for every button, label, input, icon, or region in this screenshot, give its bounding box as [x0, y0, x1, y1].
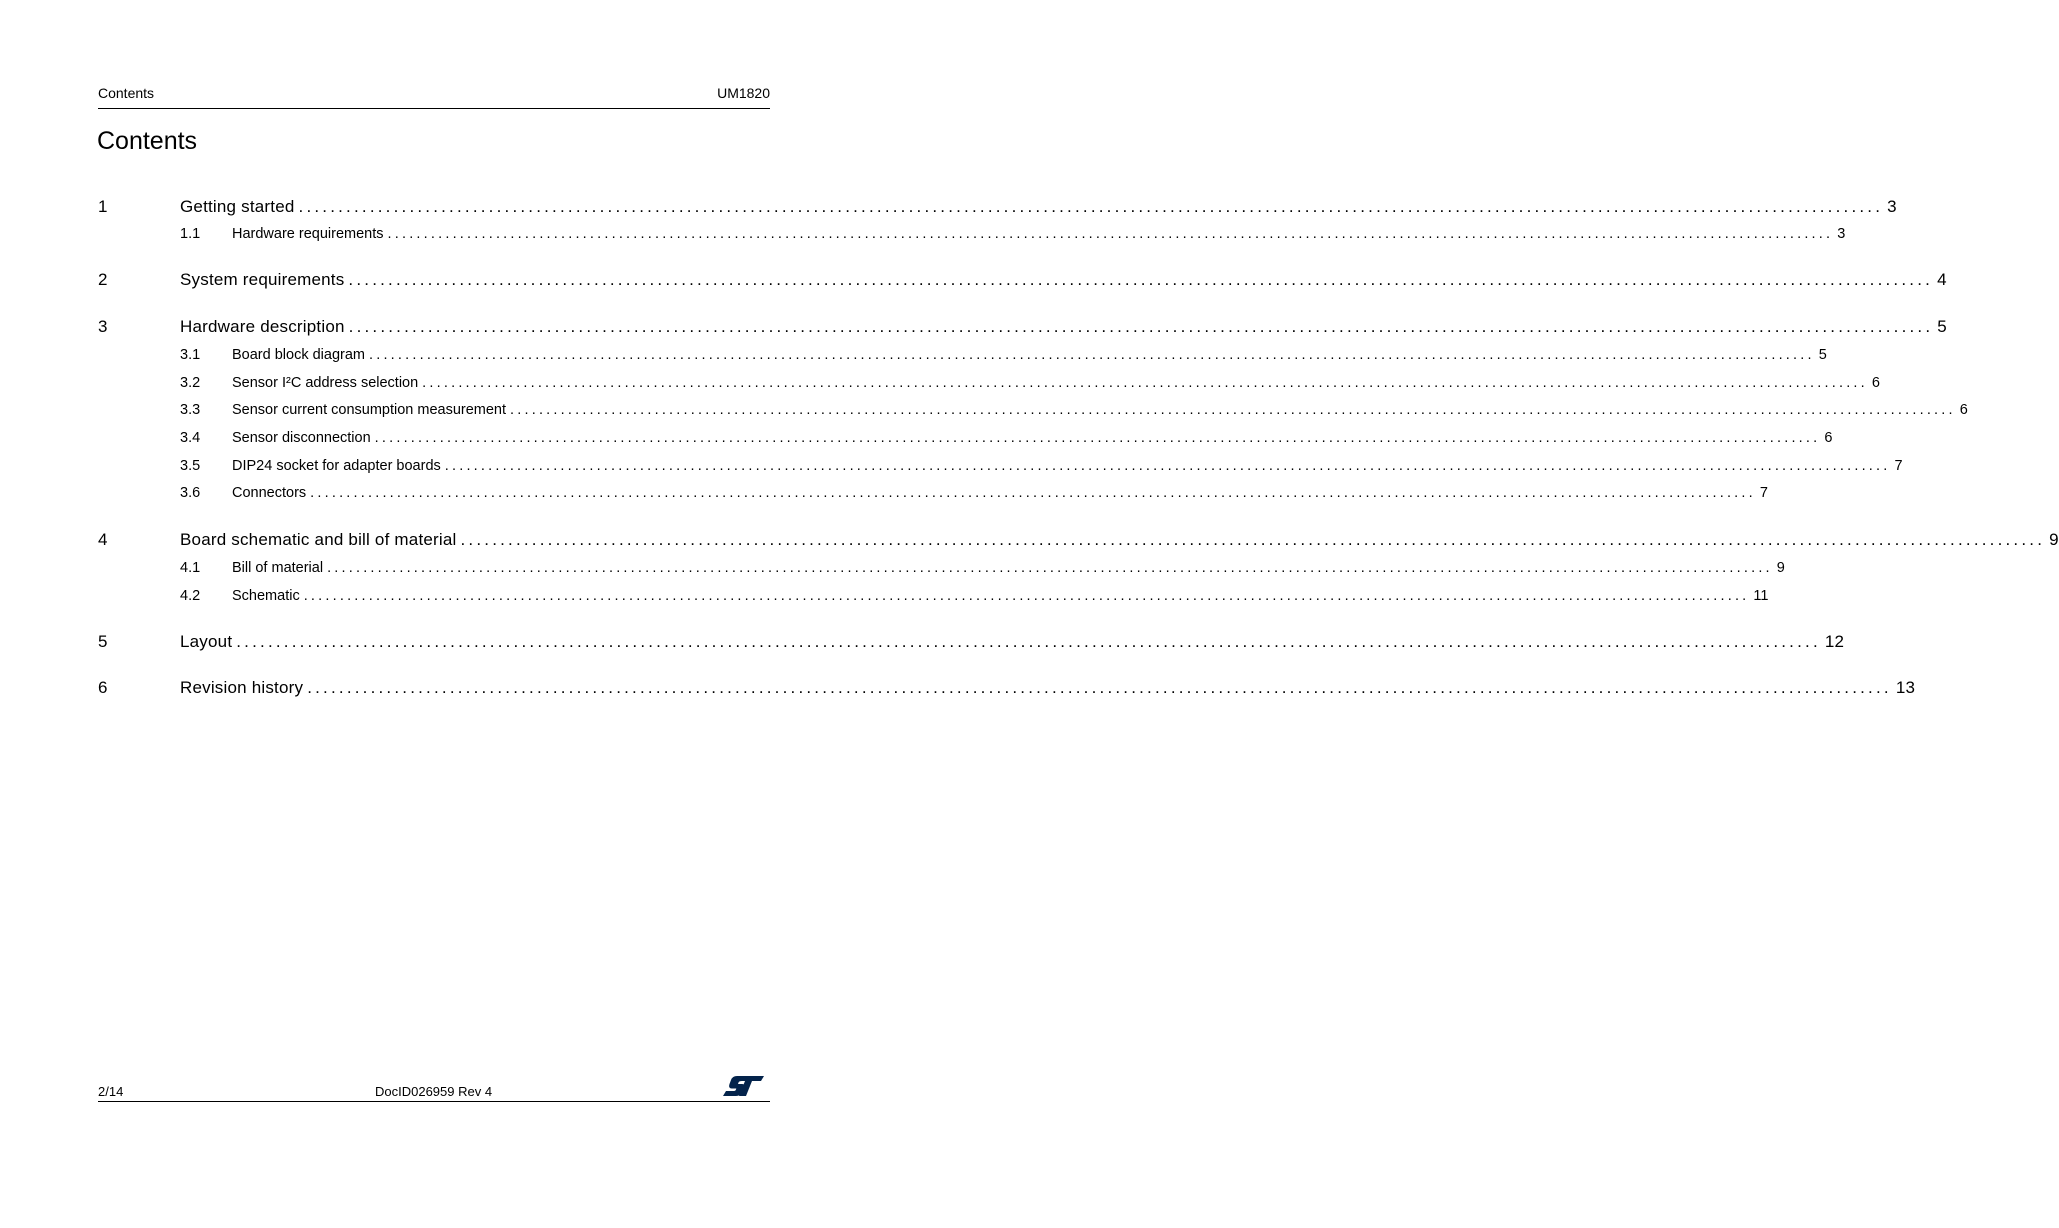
header-doc-code: UM1820	[717, 85, 770, 101]
toc-entry-label: Hardware description	[180, 317, 345, 336]
toc-leader-dots: ........................................................................................................................................................................................................	[444, 458, 1891, 474]
toc-entry-3-2[interactable]	[98, 375, 1880, 397]
toc-entry-label: Layout	[180, 632, 233, 651]
toc-entry-page: 6	[1959, 402, 1968, 418]
toc-leader-dots: ........................................................................................................................................................................................................	[310, 485, 1756, 501]
toc-entry-page: 7	[1759, 485, 1768, 501]
footer-doc-id: DocID026959 Rev 4	[375, 1084, 493, 1099]
toc-entry-number: 4.1	[180, 560, 201, 576]
toc-entry-page: 3	[1837, 226, 1846, 242]
toc-entry-page: 11	[1753, 588, 1769, 604]
toc-entry-number: 3	[98, 317, 108, 336]
toc-leader-dots: ........................................................................................................................................................................................................	[369, 347, 1815, 363]
toc-entry-label: Sensor current consumption measurement	[232, 402, 507, 418]
toc-entry-number: 1	[98, 197, 108, 216]
toc-entry-label: Connectors	[232, 485, 307, 501]
toc-entry-number: 1.1	[180, 226, 201, 242]
toc-entry-3-3[interactable]	[98, 402, 1968, 424]
toc-entry-label: Sensor disconnection	[232, 430, 371, 446]
toc-entry-label: DIP24 socket for adapter boards	[232, 458, 441, 474]
toc-entry-page: 5	[1937, 317, 1947, 336]
toc-entry-page: 4	[1937, 270, 1947, 289]
page-footer	[98, 1075, 770, 1102]
toc-entry-1-1[interactable]	[98, 226, 1846, 248]
toc-leader-dots: ........................................................................................................................................................................................................	[303, 588, 1750, 604]
toc-leader-dots: ........................................................................................................................................................................................................	[387, 226, 1834, 242]
toc-entry-1[interactable]	[98, 197, 1897, 219]
footer-page-number: 2/14	[98, 1084, 124, 1099]
toc-leader-dots: ........................................................................................................................................................................................................	[374, 430, 1821, 446]
toc-entry-label: Schematic	[232, 588, 300, 604]
toc-entry-5[interactable]	[98, 632, 1845, 654]
toc-entry-3[interactable]	[98, 317, 1947, 339]
toc-entry-number: 3.1	[180, 347, 201, 363]
toc-entry-page: 3	[1887, 197, 1897, 216]
toc-entry-number: 3.5	[180, 458, 201, 474]
toc-leader-dots: ........................................................................................................................................................................................................	[460, 530, 2046, 549]
toc-entry-page: 9	[1776, 560, 1785, 576]
toc-entry-number: 2	[98, 270, 108, 289]
toc-leader-dots: ........................................................................................................................................................................................................	[422, 375, 1868, 391]
toc-entry-number: 4.2	[180, 588, 201, 604]
toc-entry-number: 3.3	[180, 402, 201, 418]
toc-entry-label: Revision history	[180, 678, 304, 697]
toc-leader-dots: ........................................................................................................................................................................................................	[348, 270, 1934, 289]
toc-entry-label: Board schematic and bill of material	[180, 530, 457, 549]
toc-entry-3-1[interactable]	[98, 347, 1827, 369]
toc-entry-page: 9	[2049, 530, 2059, 549]
toc-entry-page: 5	[1818, 347, 1827, 363]
toc-entry-number: 3.2	[180, 375, 201, 391]
toc-leader-dots: ........................................................................................................................................................................................................	[510, 402, 1956, 418]
toc-leader-dots: ........................................................................................................................................................................................................	[236, 632, 1821, 651]
toc-leader-dots: ........................................................................................................................................................................................................	[307, 678, 1892, 697]
toc-entry-number: 3.6	[180, 485, 201, 501]
toc-entry-3-4[interactable]	[98, 430, 1833, 452]
toc-entry-label: Board block diagram	[232, 347, 365, 363]
toc-entry-2[interactable]	[98, 270, 1947, 292]
toc-leader-dots: ........................................................................................................................................................................................................	[298, 197, 1884, 216]
toc-entry-page: 6	[1824, 430, 1833, 446]
toc-leader-dots: ........................................................................................................................................................................................................	[348, 317, 1934, 336]
toc-entry-page: 7	[1894, 458, 1903, 474]
toc-entry-6[interactable]	[98, 678, 1916, 700]
toc-entry-4[interactable]	[98, 530, 2059, 552]
toc-entry-label: Bill of material	[232, 560, 324, 576]
toc-entry-label: Getting started	[180, 197, 295, 216]
toc-entry-label: Hardware requirements	[232, 226, 384, 242]
toc-entry-4-1[interactable]	[98, 560, 1785, 582]
st-logo-icon	[722, 1074, 766, 1098]
toc-entry-number: 5	[98, 632, 108, 651]
toc-entry-label: Sensor I²C address selection	[232, 375, 419, 391]
toc-entry-label: System requirements	[180, 270, 345, 289]
toc-entry-page: 13	[1895, 678, 1916, 697]
toc-entry-number: 4	[98, 530, 108, 549]
toc-entry-3-6[interactable]	[98, 485, 1768, 507]
toc-entry-page: 12	[1824, 632, 1845, 651]
toc-entry-number: 6	[98, 678, 108, 697]
header-section-name: Contents	[98, 85, 155, 101]
toc-entry-number: 3.4	[180, 430, 201, 446]
toc-leader-dots: ........................................................................................................................................................................................................	[327, 560, 1773, 576]
toc-entry-3-5[interactable]	[98, 458, 1903, 480]
page-header	[98, 84, 770, 109]
toc-entry-page: 6	[1871, 375, 1880, 391]
page-title: Contents	[97, 127, 198, 155]
toc-entry-4-2[interactable]	[98, 588, 1769, 610]
